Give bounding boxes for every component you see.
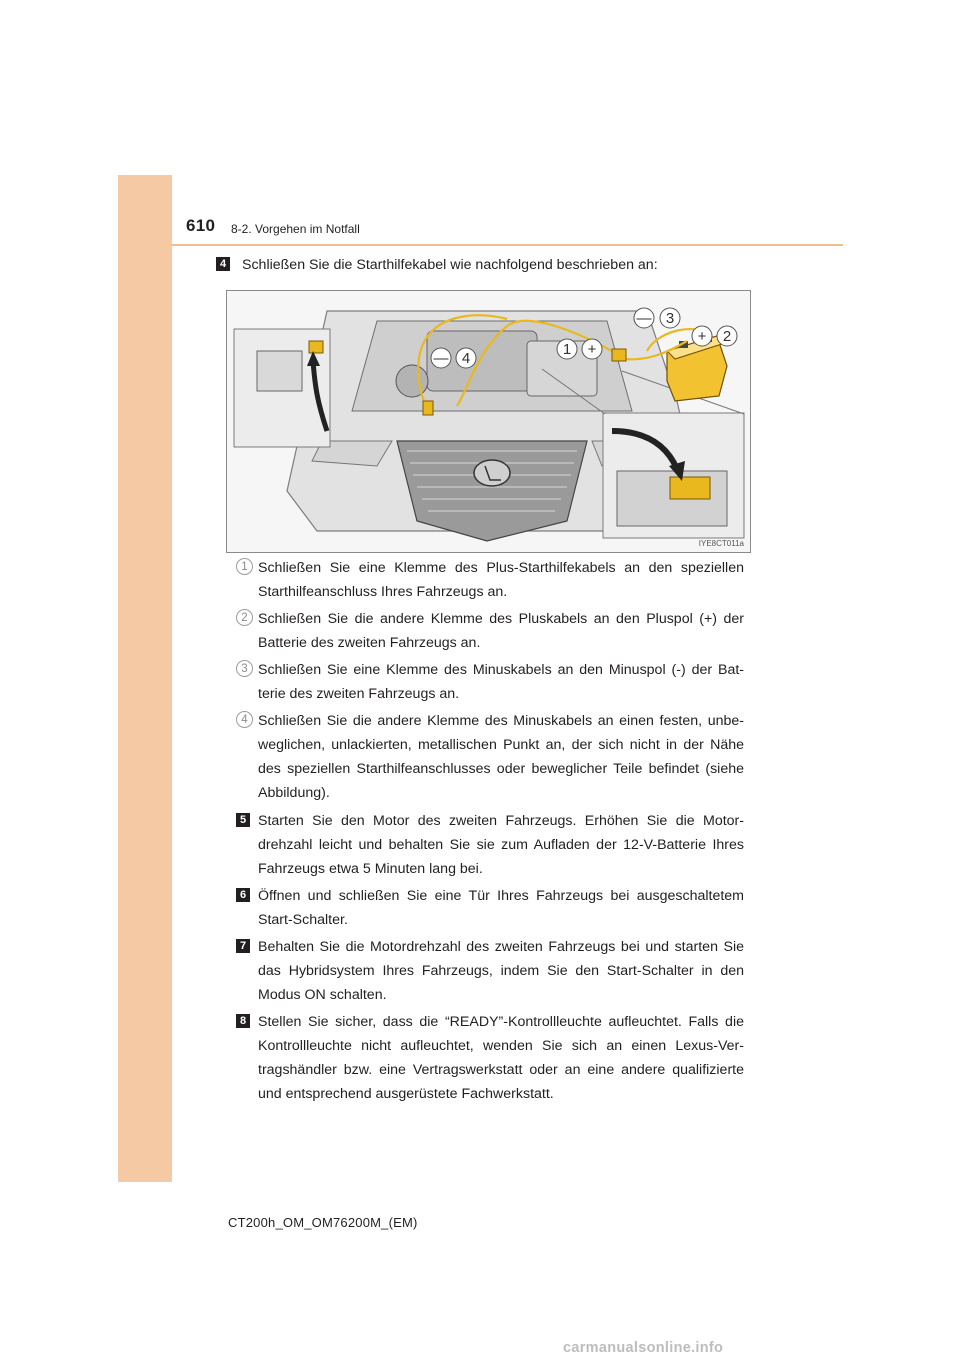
header-rule (172, 244, 843, 246)
substep-text: Schließen Sie die andere Klemme des Pluskabels an den Pluspol (+) der Batterie des zweiten Fahrzeugs an. (258, 611, 744, 651)
substep-text: Schließen Sie eine Klemme des Minuskabels an den Minuspol (-) der Bat-terie des zweiten Fahrzeugs an. (258, 662, 744, 702)
callout-plus-sign: + (587, 341, 597, 358)
step-text: Schließen Sie die Starthilfekabel wie nachfolgend beschrieben an: (242, 257, 658, 273)
sidebar-tab (118, 175, 172, 1182)
step-text: Öffnen und schließen Sie eine Tür Ihres Fahrzeugs bei ausgeschaltetem Start-Schalter. (258, 888, 744, 928)
callout-minus-sign: — (636, 310, 652, 327)
substep-number: 2 (236, 609, 253, 626)
step-number-badge: 7 (236, 939, 250, 953)
engine-bay-drawing (227, 291, 750, 552)
step-number-badge: 4 (216, 257, 230, 271)
substep-text: Schließen Sie eine Klemme des Plus-Starthilfekabels an den speziellen Starthilfeanschluss Ihres Fahrzeugs an. (258, 560, 744, 600)
step-number-badge: 5 (236, 813, 250, 827)
figure-code: IYE8CT011a (698, 539, 744, 548)
callout-label-2: 2 (722, 328, 732, 345)
callout-label-3: 3 (665, 310, 675, 327)
step-number-badge: 6 (236, 888, 250, 902)
substep-text: Schließen Sie die andere Klemme des Minuskabels an einen festen, unbe-weglichen, unlackierten, metallischen Punkt an, der sich nicht in der Nähe des speziellen Starthilfeanschlusses oder beweglicher Teile befindet (siehe Abbildung). (258, 713, 744, 801)
callout-label-4: 4 (461, 350, 471, 367)
substep-number: 1 (236, 558, 253, 575)
callout-minus-sign: — (433, 350, 449, 367)
callout-plus-sign: + (697, 328, 707, 345)
substep-number: 4 (236, 711, 253, 728)
callout-label-1: 1 (562, 341, 572, 358)
step-text: Behalten Sie die Motordrehzahl des zweiten Fahrzeugs bei und starten Sie das Hybridsystem Ihres Fahrzeugs, indem Sie den Start-Schalter in den Modus ON schalten. (258, 939, 744, 1003)
substep-number: 3 (236, 660, 253, 677)
step-text: Starten Sie den Motor des zweiten Fahrzeugs. Erhöhen Sie die Motor-drehzahl leicht und behalten Sie sie zum Aufladen der 12-V-Batterie Ihres Fahrzeugs etwa 5 Minuten lang bei. (258, 813, 744, 877)
document-code: CT200h_OM_OM76200M_(EM) (228, 1215, 418, 1230)
step-number-badge: 8 (236, 1014, 250, 1028)
jump-start-illustration (226, 290, 751, 553)
section-title: 8-2. Vorgehen im Notfall (231, 222, 360, 236)
watermark: carmanualsonline.info (563, 1340, 724, 1356)
page-number: 610 (186, 216, 216, 235)
step-text: Stellen Sie sicher, dass die “READY”-Kontrollleuchte aufleuchtet. Falls die Kontrollleuchte nicht aufleuchtet, wenden Sie sich an einen Lexus-Ver-tragshändler bzw. eine Vertragswerkstatt oder an eine andere qualifizierte und entsprechend ausgerüstete Fachwerkstatt. (258, 1014, 744, 1102)
